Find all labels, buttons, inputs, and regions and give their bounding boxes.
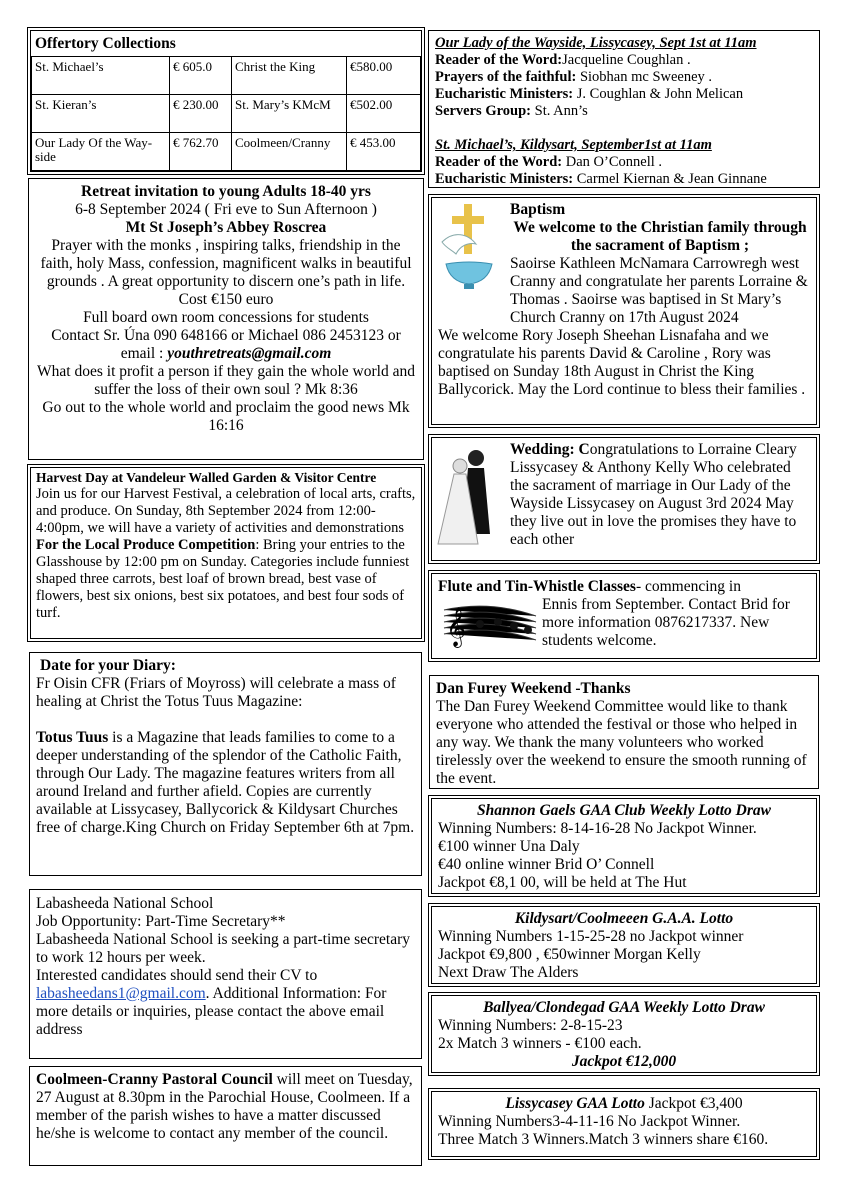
table-cell: Coolmeen/Cranny xyxy=(232,133,347,171)
diary-body-1: Fr Oisin CFR (Friars of Moyross) will celebrate a mass of healing at Christ the Totus Tuus Magazine: xyxy=(36,675,396,710)
kildysart-box xyxy=(431,906,817,984)
kildysart-line: Jackpot €9,800 , €50winner Morgan Kelly xyxy=(438,946,701,963)
baptism-box xyxy=(431,197,817,425)
furey-title: Dan Furey Weekend -Thanks xyxy=(436,680,631,697)
table-row xyxy=(32,133,421,171)
diary-box xyxy=(29,652,422,876)
offertory-title: Offertory Collections xyxy=(35,35,176,52)
kildysart-title: Kildysart/Coolmeeen G.A.A. Lotto xyxy=(514,910,734,927)
harvest-title: Harvest Day at Vandeleur Walled Garden & Visitor Centre xyxy=(36,470,377,485)
shannon-title: Shannon Gaels GAA Club Weekly Lotto Draw xyxy=(477,802,771,819)
ballyea-box xyxy=(431,995,817,1073)
ministers-box: Our Lady of the Wayside, Lissycasey, Sept 1st at 11am Reader of the Word:Jacqueline Coughlan . Prayers of the faithful: Siobhan mc Sweeney . Eucharistic Ministers: J. Coughlan & John Melican Servers Group: St. Ann’s St. Michael’s, Kildysart, September1st at 11am Reader of the Word: Dan O’Connell . Eucharistic Ministers: Carmel Kiernan & Jean Ginnane xyxy=(428,30,820,188)
table-cell: Our Lady Of the Way-side xyxy=(32,133,170,171)
pastoral-body: Coolmeen-Cranny Pastoral Council will meet on Tuesday, 27 August at 8.30pm in the Parochial House, Coolmeen. If a member of the parish wishes to have a matter discussed he/she is welcome to contact any member of the council. xyxy=(36,1071,413,1142)
ballyea-jackpot: Jackpot €12,000 xyxy=(571,1053,677,1070)
svg-text:𝄞: 𝄞 xyxy=(446,607,467,647)
retreat-title: Retreat invitation to young Adults 18-40 yrs xyxy=(81,183,371,200)
lissycasey-line: Three Match 3 Winners.Match 3 winners share €160. xyxy=(438,1131,769,1148)
table-cell: € 762.70 xyxy=(170,133,232,171)
furey-body: The Dan Furey Weekend Committee would like to thank everyone who attended the festival or those who helped in any way. We thank the many volunteers who worked tirelessly over the weekend to ensure the smooth running of the event. xyxy=(436,698,807,787)
school-body: Labasheeda National School is seeking a part-time secretary to work 12 hours per week. xyxy=(36,931,411,966)
baptism-dove-font-icon xyxy=(438,202,500,290)
harvest-body: Join us for our Harvest Festival, a celebration of local arts, crafts, and produce. On Sunday, 8th September 2024 from 12:00-4:00pm, we will have a variety of activities and demonstrations xyxy=(36,486,416,536)
music-notes-icon xyxy=(440,600,538,650)
kildysart-line: Next Draw The Alders xyxy=(438,964,579,981)
retreat-venue: Mt St Joseph’s Abbey Roscrea xyxy=(125,219,327,236)
baptism-welcome: We welcome to the Christian family through the sacrament of Baptism ; xyxy=(513,219,807,254)
table-cell: €502.00 xyxy=(347,95,421,133)
table-cell: St. Kieran’s xyxy=(32,95,170,133)
table-cell: St. Mary’s KMcM xyxy=(232,95,347,133)
pastoral-title: Coolmeen-Cranny Pastoral Council xyxy=(36,1071,273,1088)
furey-box xyxy=(429,675,819,789)
offertory-table xyxy=(31,56,421,171)
ballyea-line: 2x Match 3 winners - €100 each. xyxy=(438,1035,642,1052)
retreat-dates: 6-8 September 2024 ( Fri eve to Sun Afternoon ) xyxy=(75,201,377,218)
shannon-line: Winning Numbers: 8-14-16-28 No Jackpot Winner. xyxy=(438,820,757,837)
flute-text: Flute and Tin-Whistle Classes- commencing in Ennis from September. Contact Brid for more information 0876217337. New students welcome. xyxy=(438,578,810,650)
offertory-box xyxy=(30,30,422,172)
harvest-competition: For the Local Produce Competition: Bring your entries to the Glasshouse by 12:00 pm on Sunday. Categories include funniest shaped three carrots, best loaf of brown bread, best vase of flowers, best six onions, best six potatoes, and best four sods of turf. xyxy=(36,537,410,621)
ballyea-title: Ballyea/Clondegad GAA Weekly Lotto Draw xyxy=(483,999,765,1016)
diary-title: Date for your Diary: xyxy=(40,657,176,674)
table-cell: € 230.00 xyxy=(170,95,232,133)
retreat-cost: Cost €150 euro xyxy=(178,291,274,308)
ministers-heading-2: St. Michael’s, Kildysart, September1st at 11am xyxy=(435,137,712,153)
retreat-box xyxy=(28,178,424,460)
kildysart-line: Winning Numbers 1-15-25-28 no Jackpot winner xyxy=(438,928,744,945)
baptism-body-1: Saoirse Kathleen McNamara Carrowregh west Cranny and congratulate her parents Lorraine & Thomas . Saoirse was baptised in St Mary’s Church Cranny on 17th August 2024 xyxy=(510,255,808,326)
retreat-contact: Contact Sr. Úna 090 648166 or Michael 086 2453123 or email : youthretreats@gmail.com xyxy=(51,327,401,362)
baptism-title: Baptism xyxy=(510,201,566,218)
table-cell: € 605.0 xyxy=(170,57,232,95)
shannon-line: Jackpot €8,1 00, will be held at The Hut xyxy=(438,874,687,891)
baptism-body-2: We welcome Rory Joseph Sheehan Lisnafaha and we congratulate his parents David & Caroline , Rory was baptised on Sunday 18th August in Christ the King Ballycorick. May the Lord continue to bless their families . xyxy=(438,327,806,398)
shannon-line: €40 online winner Brid O’ Connell xyxy=(438,856,655,873)
shannon-line: €100 winner Una Daly xyxy=(438,838,580,855)
wedding-body: Wedding: Congratulations to Lorraine Cleary Lissycasey & Anthony Kelly Who celebrated the sacrament of marriage in Our Lady of the Wayside Lissycasey on August 3rd 2024 May they live out in love the promises they have to each other xyxy=(510,441,797,548)
retreat-quote-1: What does it profit a person if they gain the whole world and suffer the loss of their own soul ? Mk 8:36 xyxy=(37,363,415,398)
retreat-quote-2: Go out to the whole world and proclaim the good news Mk 16:16 xyxy=(42,399,410,434)
school-box xyxy=(29,889,422,1059)
table-cell: € 453.00 xyxy=(347,133,421,171)
table-cell: Christ the King xyxy=(232,57,347,95)
shannon-box xyxy=(431,798,817,894)
table-cell: €580.00 xyxy=(347,57,421,95)
lissycasey-box xyxy=(431,1091,817,1157)
flute-box xyxy=(431,573,817,659)
table-row xyxy=(32,57,421,95)
retreat-board: Full board own room concessions for students xyxy=(83,309,369,326)
flute-title: Flute and Tin-Whistle Classes xyxy=(438,578,636,595)
wedding-couple-icon xyxy=(434,444,504,554)
retreat-body: Prayer with the monks , inspiring talks, friendship in the faith, holy Mass, confession, magnificent walks in beautiful grounds . A great opportunity to discern one’s path in life. xyxy=(40,237,412,290)
school-title: Labasheeda National School xyxy=(36,895,214,912)
pastoral-box xyxy=(29,1066,422,1166)
retreat-email[interactable]: youthretreats@gmail.com xyxy=(167,345,332,362)
ballyea-line: Winning Numbers: 2-8-15-23 xyxy=(438,1017,623,1034)
flute-body-rest: Ennis from September. Contact Brid for more information 0876217337. New students welcome. xyxy=(542,596,790,649)
lissycasey-line: Winning Numbers3-4-11-16 No Jackpot Winner. xyxy=(438,1113,741,1130)
lissycasey-title: Lissycasey GAA Lotto Jackpot €3,400 xyxy=(505,1095,743,1112)
ministers-heading-1: Our Lady of the Wayside, Lissycasey, Sept 1st at 11am xyxy=(435,35,757,51)
wedding-box xyxy=(431,437,817,561)
table-row xyxy=(32,95,421,133)
school-cv: Interested candidates should send their CV to labasheedans1@gmail.com. Additional Information: For more details or inquiries, please contact the above email address xyxy=(36,967,387,1038)
harvest-box xyxy=(30,467,422,639)
diary-body-2: Totus Tuus is a Magazine that leads families to come to a deeper understanding of the splendor of the Catholic Faith, through Our Lady. The magazine features writers from all around Ireland and further afield. Copies are currently available at Lissycasey, Ballycorick & Kildysart Churches free of charge.King Church on Friday September 6th at 7pm. xyxy=(36,729,415,836)
school-line-1: Job Opportunity: Part-Time Secretary** xyxy=(36,913,286,930)
table-cell: St. Michael’s xyxy=(32,57,170,95)
school-email-link[interactable]: labasheedans1@gmail.com xyxy=(36,985,206,1002)
